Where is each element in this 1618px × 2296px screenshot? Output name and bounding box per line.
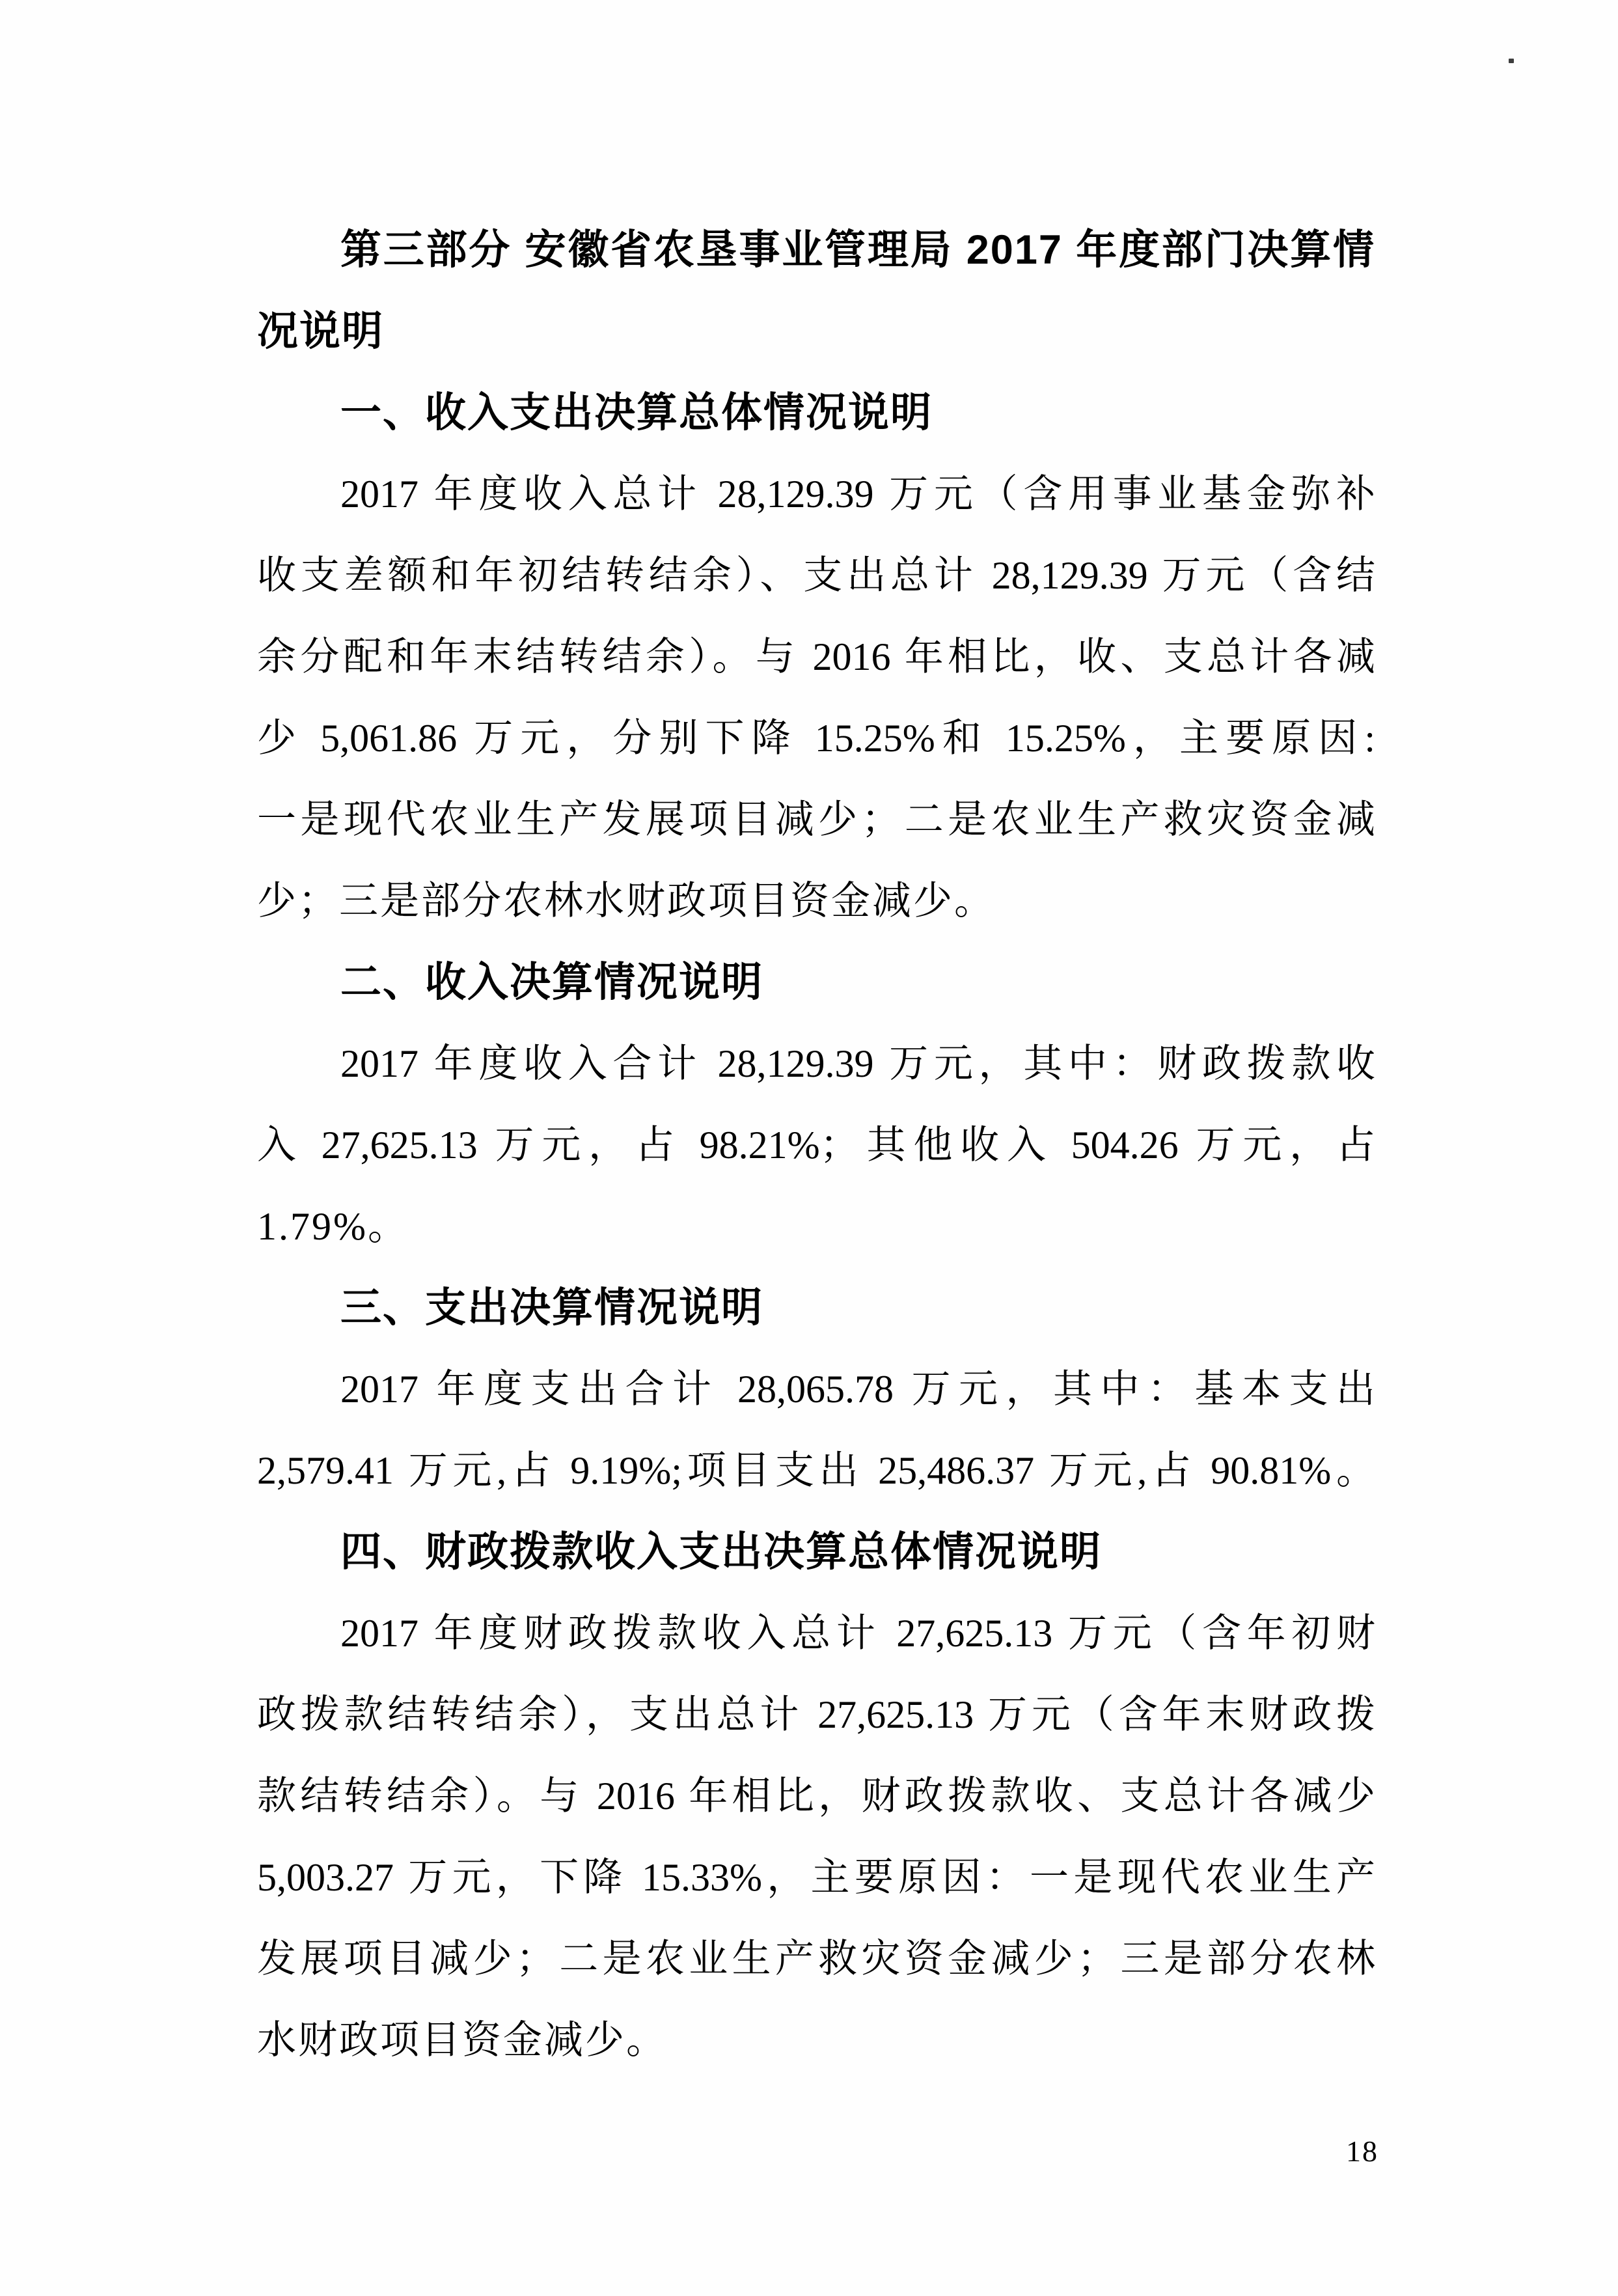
scan-artifact-dot bbox=[1509, 59, 1514, 63]
body-line: 发展项目减少；二是农业生产救灾资金减少；三是部分农林 bbox=[257, 1937, 1375, 1980]
body-line: 水财政项目资金减少。 bbox=[257, 2019, 667, 2062]
document-title-line-2: 况说明 bbox=[257, 309, 384, 354]
body-line: 收支差额和年初结转结余）、支出总计 28,129.39 万元（含结 bbox=[257, 554, 1375, 597]
body-line: 款结转结余）。与 2016 年相比，财政拨款收、支总计各减少 bbox=[257, 1775, 1375, 1818]
body-line: 2017 年度支出合计 28,065.78 万元，其中：基本支出 bbox=[340, 1368, 1375, 1411]
body-line: 5,003.27 万元，下降 15.33%，主要原因：一是现代农业生产 bbox=[257, 1856, 1375, 1899]
body-line: 余分配和年末结转结余）。与 2016 年相比，收、支总计各减 bbox=[257, 635, 1375, 678]
body-line: 2017 年度收入总计 28,129.39 万元（含用事业基金弥补 bbox=[340, 473, 1375, 516]
body-line: 入 27,625.13 万元，占 98.21%；其他收入 504.26 万元，占 bbox=[257, 1124, 1375, 1167]
body-line: 2,579.41 万元,占 9.19%;项目支出 25,486.37 万元,占 90.81%。 bbox=[257, 1449, 1375, 1492]
body-line: 2017 年度财政拨款收入总计 27,625.13 万元（含年初财 bbox=[340, 1612, 1375, 1655]
body-line: 少；三是部分农林水财政项目资金减少。 bbox=[257, 879, 995, 922]
body-line: 1.79%。 bbox=[257, 1205, 409, 1248]
document-title-line-1: 第三部分 安徽省农垦事业管理局 2017 年度部门决算情 bbox=[340, 227, 1375, 273]
section-1-heading: 一、收入支出决算总体情况说明 bbox=[340, 390, 933, 436]
body-line: 少 5,061.86 万元，分别下降 15.25%和 15.25%，主要原因: bbox=[257, 717, 1375, 760]
body-line: 政拨款结转结余），支出总计 27,625.13 万元（含年末财政拨 bbox=[257, 1693, 1375, 1736]
body-line: 一是现代农业生产发展项目减少；二是农业生产救灾资金减 bbox=[257, 798, 1375, 841]
section-2-heading: 二、收入决算情况说明 bbox=[340, 960, 763, 1005]
text-block bbox=[257, 210, 1375, 2081]
body-line: 2017 年度收入合计 28,129.39 万元，其中：财政拨款收 bbox=[340, 1042, 1375, 1085]
page-number: 18 bbox=[1346, 2135, 1378, 2168]
section-4-heading: 四、财政拨款收入支出决算总体情况说明 bbox=[340, 1529, 1102, 1575]
section-3-heading: 三、支出决算情况说明 bbox=[340, 1285, 763, 1331]
